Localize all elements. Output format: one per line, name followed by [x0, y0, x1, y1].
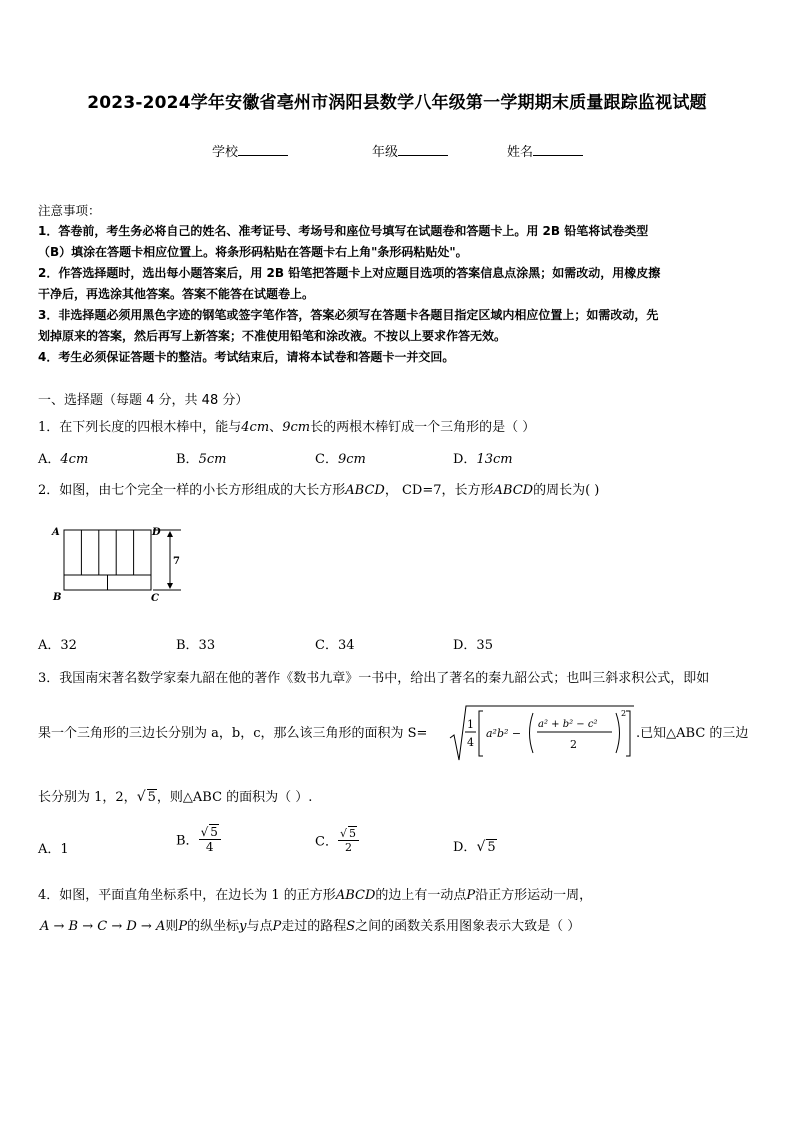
q2-prefix: 2．如图，由七个完全一样的小长方形组成的大长方形	[38, 483, 346, 498]
q3-d-label: D．	[453, 840, 477, 855]
q1-a-value: 4cm	[60, 452, 89, 467]
notice-item-4: 4．考生必须保证答题卡的整洁。考试结束后，请将本试卷和答题卡一并交回。	[38, 350, 455, 364]
q2-rect: ABCD	[345, 483, 385, 498]
q1-value-2: 9cm	[282, 420, 311, 435]
fig-label-a: A	[52, 527, 60, 538]
notice-heading: 注意事项：	[38, 203, 101, 218]
q1-option-c	[315, 448, 366, 467]
notice-items	[38, 221, 660, 368]
q3-option-c	[315, 826, 359, 854]
section-heading: 一、选择题（每题 4 分，共 48 分）	[38, 393, 249, 408]
q3-line3-root: 5	[147, 790, 156, 805]
formula-left-paren	[530, 713, 534, 753]
question-2	[38, 479, 599, 498]
grade-field	[372, 141, 448, 160]
q4-line2-e: 之间的函数关系用图象表示大致是（ ）	[355, 919, 581, 934]
formula-quarter-num: 1	[467, 718, 474, 731]
school-blank	[238, 144, 288, 156]
q3-c-root: 5	[348, 827, 356, 840]
q4-line2-p2: P	[272, 919, 282, 934]
name-field	[507, 141, 583, 160]
notice-item-2a: 2．作答选择题时，选出每小题答案后，用 2B 铅笔把答题卡上对应题目选项的答案信息点涂黑；如需改动，用橡皮擦	[38, 266, 661, 280]
q4-line2-c: 与点	[246, 919, 273, 934]
fig-label-d: D	[152, 527, 161, 538]
dim-arrow-down	[167, 583, 173, 589]
heron-formula	[448, 702, 638, 764]
formula-quarter-den: 4	[467, 736, 474, 749]
grade-label: 年级	[372, 145, 399, 160]
grade-blank	[398, 144, 448, 156]
formula-exponent: 2	[621, 709, 627, 718]
q3-line-3: 长分别为 1，2，√ 5，则△ABC 的面积为（ ）.	[38, 789, 313, 805]
q4-rect: ABCD	[335, 888, 376, 903]
q2-mid: ， CD=7，长方形	[384, 483, 494, 498]
q1-c-label: C．	[315, 452, 338, 467]
q4-line2-s: S	[346, 919, 356, 934]
q2-option-b: B．33	[176, 638, 216, 653]
q3-option-a: A．1	[38, 842, 69, 857]
q1-suffix: 长的两根木棒钉成一个三角形的是（ ）	[310, 420, 536, 435]
q1-c-value: 9cm	[337, 452, 366, 467]
notice-item-3b: 划掉原来的答案，然后再写上新答案；不准使用铅笔和涂改液。不按以上要求作答无效。	[38, 329, 507, 343]
q3-b-num: √ 5	[199, 824, 221, 840]
q1-option-d	[453, 448, 513, 467]
formula-left-bracket	[479, 711, 483, 756]
q3-line3-prefix: 长分别为 1，2，	[38, 790, 137, 805]
q2-suffix: 的周长为( )	[533, 483, 600, 498]
fig-label-7: 7	[173, 556, 180, 567]
formula-a2b2: a²b² −	[486, 727, 522, 740]
formula-radical	[450, 706, 634, 760]
formula-right-bracket	[626, 711, 630, 756]
q1-b-label: B．	[176, 452, 199, 467]
q1-b-value: 5cm	[198, 452, 227, 467]
q3-b-fraction	[199, 824, 221, 854]
q3-line-2-text: 果一个三角形的三边长分别为 a，b，c，那么该三角形的面积为 S=	[38, 726, 428, 741]
q4-line1-mid: 的边上有一动点	[375, 888, 467, 903]
notice-block	[38, 200, 660, 368]
q1-value-1: 4cm	[241, 420, 270, 435]
fig-label-b: B	[53, 592, 62, 603]
q2-option-c: C．34	[315, 638, 355, 653]
q3-c-den: 2	[344, 841, 352, 854]
notice-item-2b: 干净后，再选涂其他答案。答案不能答在试题卷上。	[38, 287, 315, 301]
formula-right-paren	[616, 713, 620, 753]
q4-line-1	[38, 884, 592, 903]
q3-b-root: 5	[210, 825, 218, 839]
q1-prefix: 1．在下列长度的四根木棒中，能与	[38, 420, 242, 435]
q2-figure	[45, 520, 195, 606]
page-title: 2023-2024学年安徽省亳州市涡阳县数学八年级第一学期期末质量跟踪监视试题	[87, 93, 707, 113]
q3-line3-suffix: ，则△ABC 的面积为（ ）.	[156, 790, 313, 805]
q1-d-value: 13cm	[476, 452, 513, 467]
q1-a-label: A．	[38, 452, 61, 467]
name-label: 姓名	[507, 145, 534, 160]
q4-line-2	[40, 915, 580, 934]
notice-item-1b: （B）填涂在答题卡相应位置上。将条形码粘贴在答题卡右上角"条形码粘贴处"。	[38, 245, 468, 259]
q4-line2-y: y	[239, 919, 247, 934]
dim-arrow-up	[167, 531, 173, 537]
q4-line1-suffix: 沿正方形运动一周，	[475, 888, 593, 903]
name-blank	[533, 144, 583, 156]
q1-sep: 、	[269, 420, 283, 435]
notice-item-1a: 1．答卷前，考生务必将自己的姓名、准考证号、考场号和座位号填写在试题卷和答题卡上。用 2B 铅笔将试卷类型	[38, 224, 649, 238]
school-field	[212, 141, 288, 160]
q4-line2-a: 则	[165, 919, 179, 934]
q3-line-2-suffix: .已知△ABC 的三边	[636, 726, 749, 741]
q3-line-1: 3．我国南宋著名数学家秦九韶在他的著作《数书九章》一书中，给出了著名的秦九韶公式；也叫三斜求积公式，即如	[38, 671, 710, 686]
q4-point-p: P	[466, 888, 476, 903]
q3-d-root: 5	[487, 840, 496, 855]
q2-option-d: D．35	[453, 638, 493, 653]
q4-path: A → B → C → D → A	[40, 919, 166, 934]
q2-option-a: A．32	[38, 638, 77, 653]
q3-option-d: D．√ 5	[453, 839, 496, 855]
q3-c-label: C．	[315, 834, 338, 850]
q4-line2-p: P	[178, 919, 188, 934]
q1-d-label: D．	[453, 452, 477, 467]
q2-rect-2: ABCD	[493, 483, 534, 498]
q4-line2-d: 走过的路程	[281, 919, 347, 934]
q3-c-fraction	[338, 826, 359, 854]
q4-line1-prefix: 4．如图，平面直角坐标系中，在边长为 1 的正方形	[38, 888, 336, 903]
formula-denominator: 2	[570, 738, 577, 751]
q1-option-b	[176, 448, 226, 467]
q4-line2-b: 的纵坐标	[187, 919, 240, 934]
q1-option-a	[38, 448, 88, 467]
notice-item-3a: 3．非选择题必须用黑色字迹的钢笔或签字笔作答，答案必须写在答题卡各题目指定区域内相应位置上；如需改动，先	[38, 308, 659, 322]
q3-option-b	[176, 824, 221, 854]
question-1	[38, 416, 535, 435]
fig-label-c: C	[151, 593, 159, 604]
school-label: 学校	[212, 145, 239, 160]
q3-b-den: 4	[205, 840, 214, 854]
q3-c-num: √ 5	[338, 826, 359, 841]
q3-b-label: B．	[176, 833, 199, 849]
formula-numerator: a² + b² − c²	[538, 719, 598, 730]
